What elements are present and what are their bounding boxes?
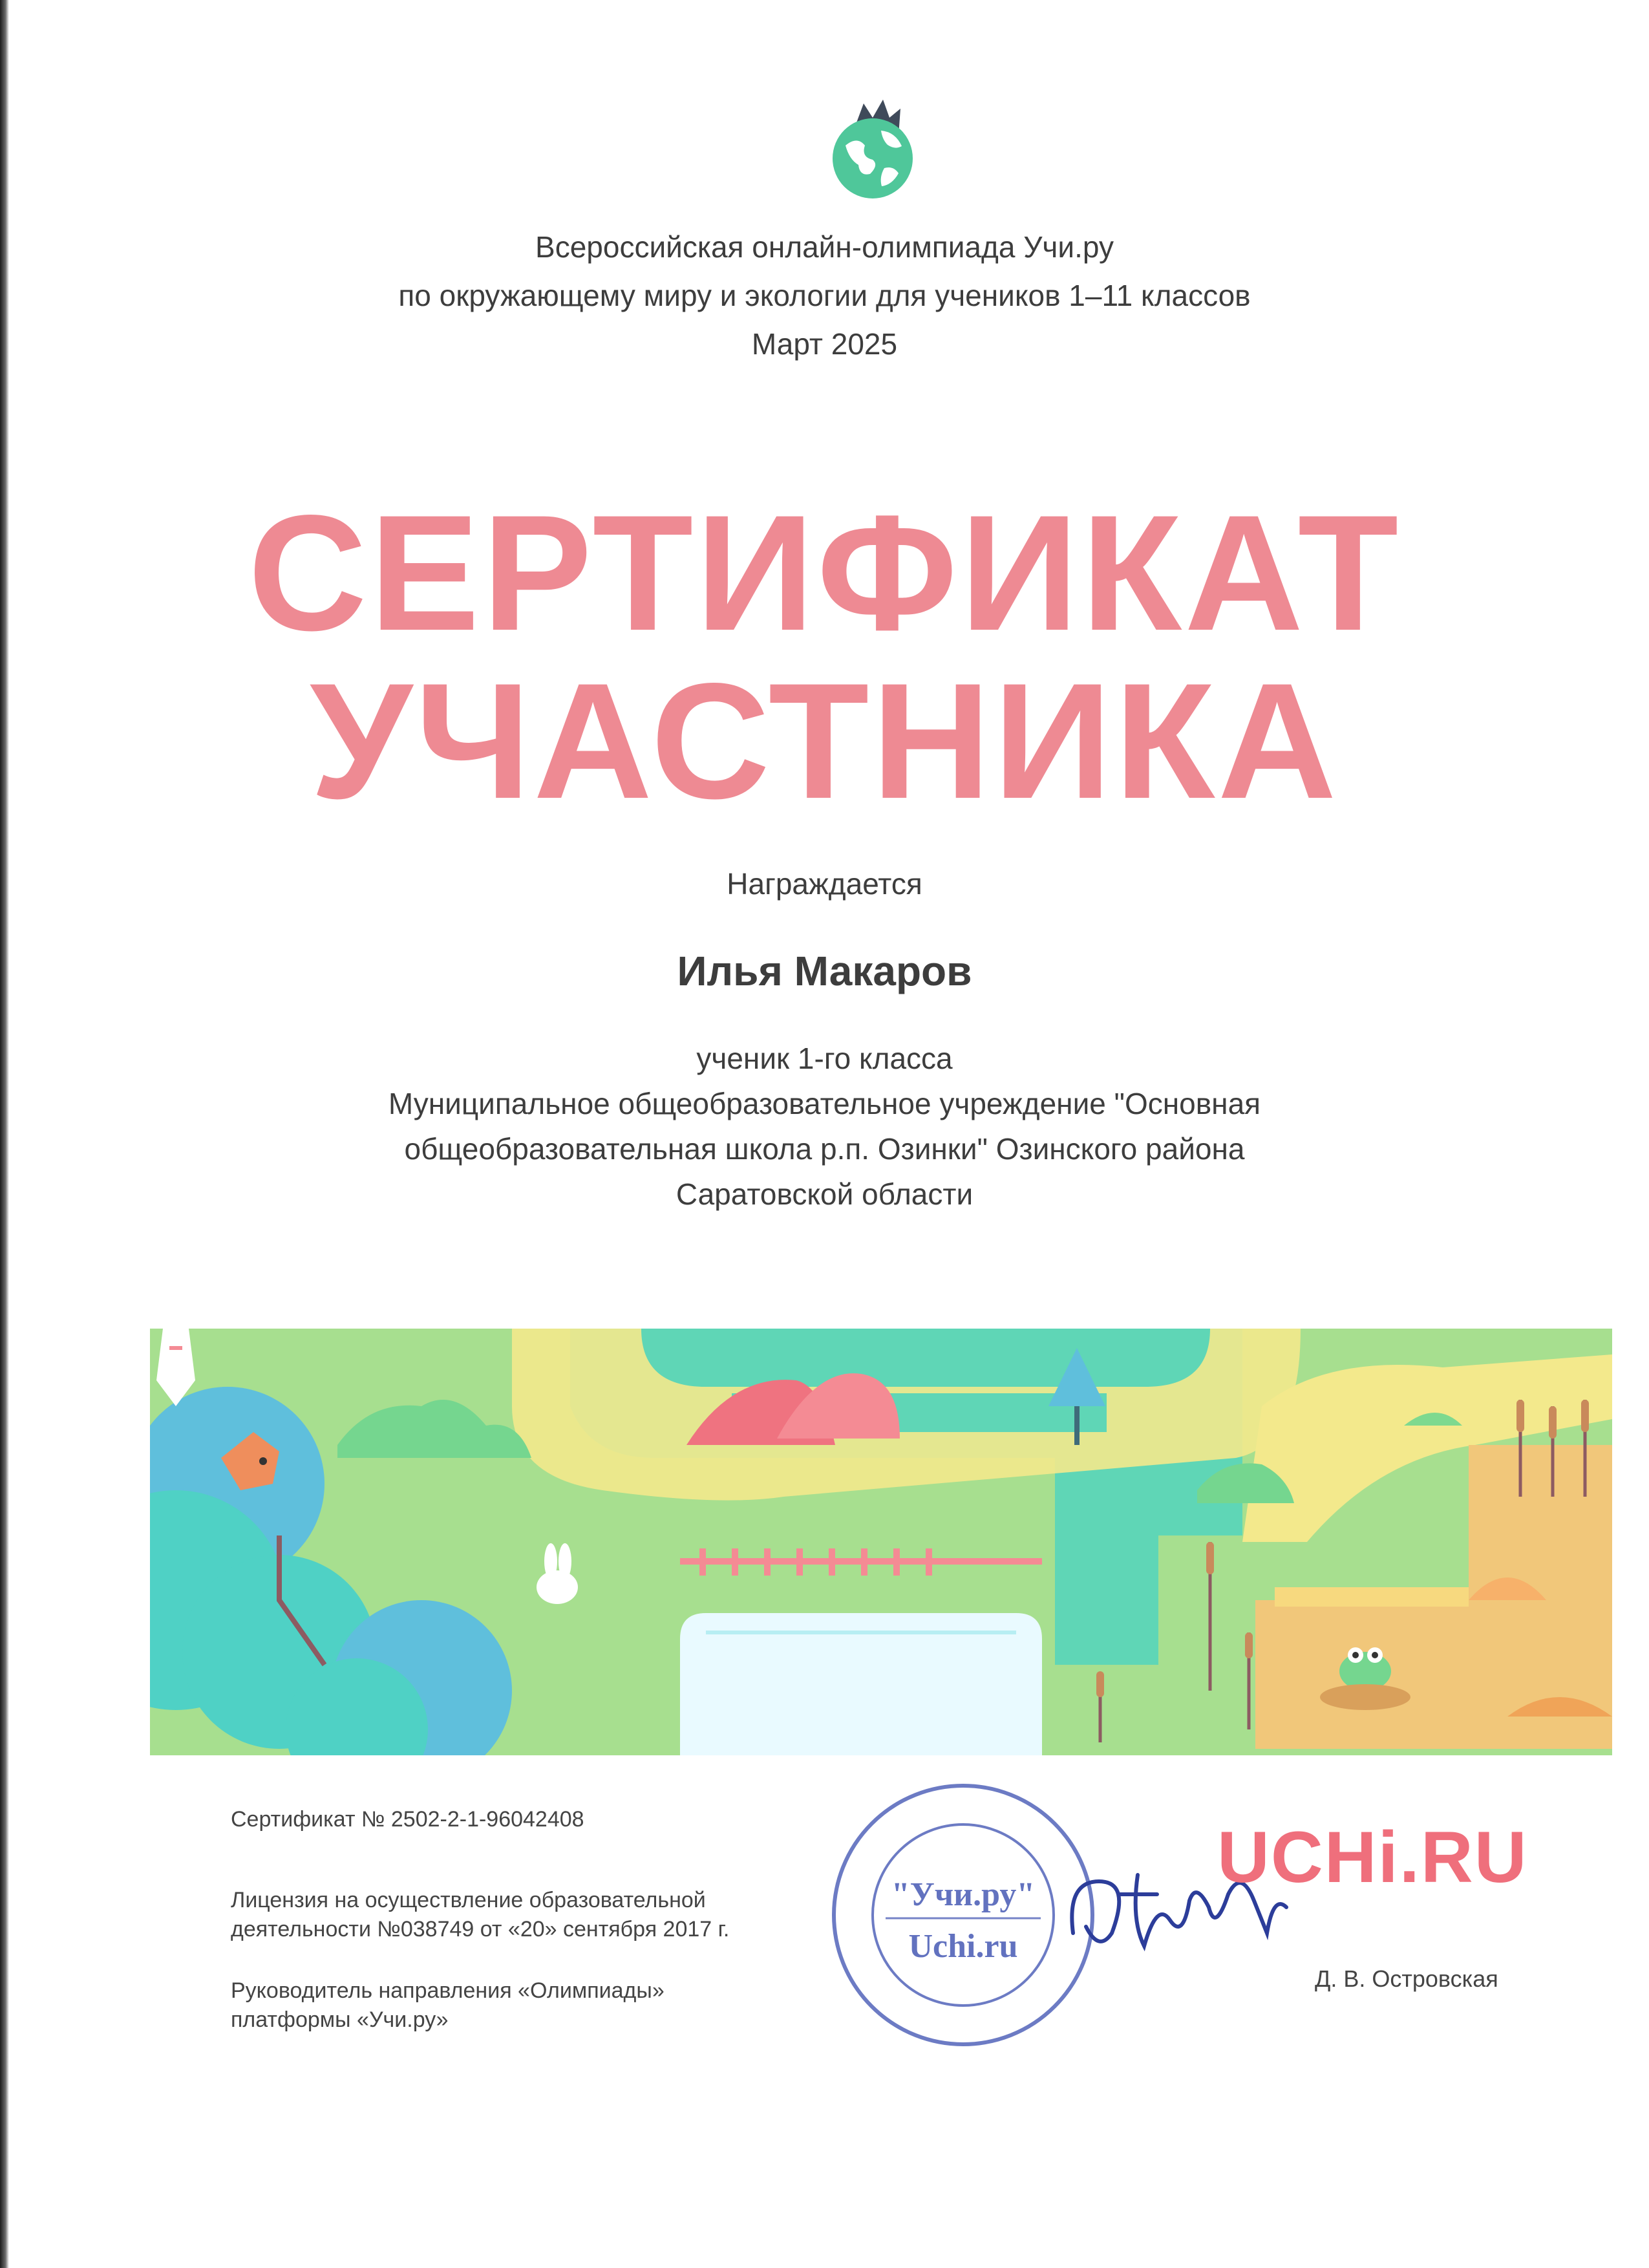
head-title-line-2: платформы «Учи.ру» [231,2007,449,2032]
awarded-label: Награждается [727,867,922,901]
olympiad-title: Всероссийская онлайн-олимпиада Учи.ру [535,230,1114,264]
stamp-line-2: Uchi.ru [908,1928,1018,1965]
certificate-number: Сертификат № 2502-2-1-96042408 [231,1807,584,1832]
license-line-1: Лицензия на осуществление образовательной [231,1888,706,1912]
official-stamp [827,1779,1099,2051]
olympiad-date: Март 2025 [751,327,898,361]
head-title-line-1: Руководитель направления «Олимпиады» [231,1978,665,2003]
school-line-2: общеобразовательная школа р.п. Озинки" Озинского района [404,1132,1245,1166]
license-line-2: деятельности №038749 от «20» сентября 2017 г. [231,1917,730,1942]
signer-name: Д. В. Островская [1315,1965,1498,1992]
school-line-1: Муниципальное общеобразовательное учреждение "Основная [388,1087,1261,1120]
certificate-title: СЕРТИФИКАТ [248,481,1401,665]
certificate-subtitle: УЧАСТНИКА [310,649,1339,833]
recipient-grade: ученик 1-го класса [696,1042,953,1075]
school-line-3: Саратовской области [676,1177,973,1211]
stamp-line-1: "Учи.ру" [891,1876,1036,1913]
nature-illustration [150,1329,1612,1755]
olympiad-subject: по окружающему миру и экологии для учеников 1–11 классов [398,279,1251,312]
brand-logo: UCHi.RU [1217,1817,1528,1898]
recipient-name: Илья Макаров [677,948,972,994]
globe-crown-logo-icon [820,91,930,207]
